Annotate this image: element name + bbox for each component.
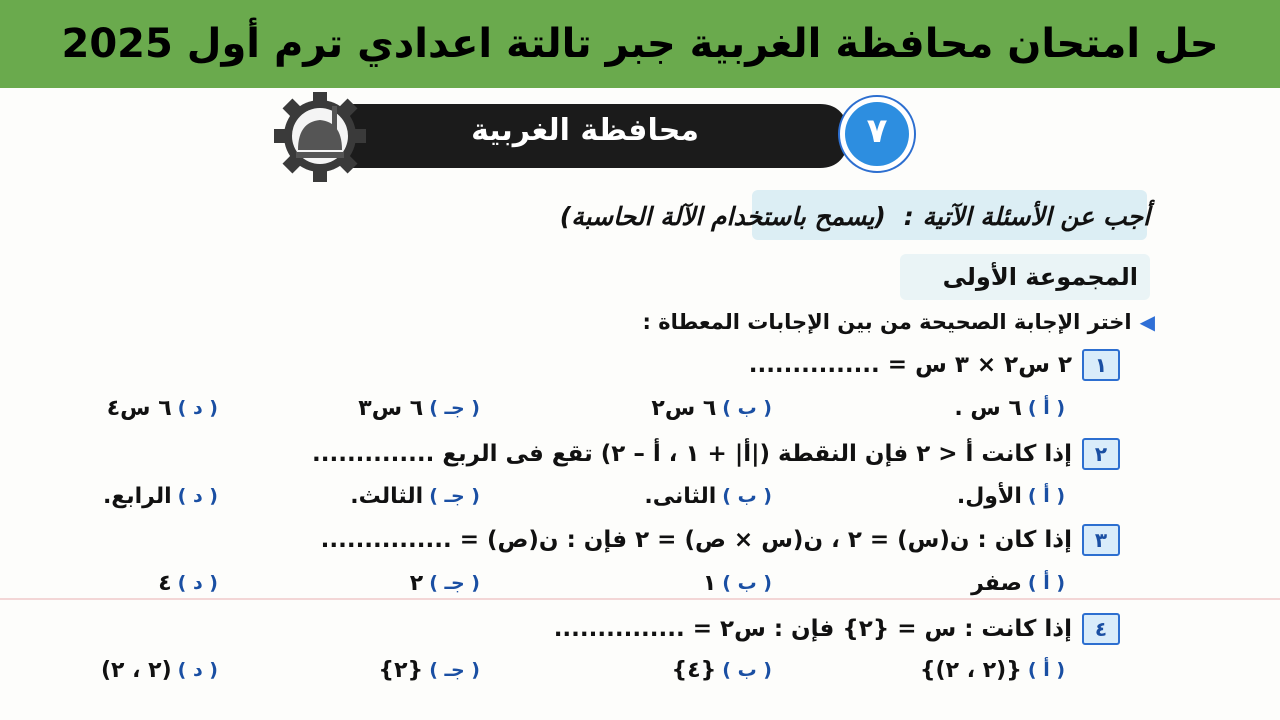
question-number: ٢ — [1082, 438, 1120, 470]
instructions-line — [560, 196, 1150, 236]
question-text: إذا كانت : س = {٢} فإن : س٢ = ............... — [553, 616, 1072, 642]
q2-option-c[interactable]: ( جـ ) الثالث. — [350, 483, 480, 509]
question-number: ٤ — [1082, 613, 1120, 645]
q3-option-d[interactable]: ( د ) ٤ — [158, 570, 218, 596]
q4-option-a[interactable]: ( أ ) {(٢ ، ٢)} — [919, 657, 1065, 683]
q3-option-b[interactable]: ( ب ) ١ — [702, 570, 772, 596]
q2-option-d[interactable]: ( د ) الرابع. — [102, 483, 218, 509]
question-4 — [554, 610, 1120, 648]
question-number: ٣ — [1082, 524, 1120, 556]
question-1 — [749, 346, 1120, 384]
q2-option-b[interactable]: ( ب ) الثانى. — [644, 483, 772, 509]
q4-option-d[interactable]: ( د ) (٢ ، ٢) — [100, 657, 218, 683]
section-prompt-line — [642, 304, 1155, 340]
section-divider — [0, 598, 1280, 600]
q4-option-b[interactable]: ( ب ) {٤} — [671, 657, 772, 683]
q1-option-b[interactable]: ( ب ) ٦ س٢ — [651, 395, 772, 421]
section-prompt: اختر الإجابة الصحيحة من بين الإجابات المعطاة : — [642, 310, 1132, 334]
question-text: ٢ س٢ × ٣ س = ............... — [748, 352, 1072, 378]
section-title: المجموعة الأولى — [942, 263, 1138, 291]
q1-option-a[interactable]: ( أ ) ٦ س . — [954, 395, 1065, 421]
q2-option-a[interactable]: ( أ ) الأول. — [956, 483, 1065, 509]
governorate-logo-icon — [274, 92, 366, 182]
instructions-main: أجب عن الأسئلة الآتية : — [903, 201, 1150, 231]
question-2 — [312, 435, 1120, 473]
governorate-label: محافظة الغربية — [471, 112, 699, 148]
instructions-note: (يسمح باستخدام الآلة الحاسبة) — [559, 201, 886, 231]
exam-number-badge: ٧ — [866, 111, 888, 151]
page-title: حل امتحان محافظة الغربية جبر تالتة اعدادي ترم أول 2025 — [61, 21, 1219, 67]
q3-option-c[interactable]: ( جـ ) ٢ — [409, 570, 480, 596]
title-bar — [0, 0, 1280, 88]
question-number: ١ — [1082, 349, 1120, 381]
triangle-left-icon: ◀ — [1139, 310, 1155, 334]
question-3 — [321, 521, 1120, 559]
q1-option-d[interactable]: ( د ) ٦ س٤ — [106, 395, 218, 421]
q3-option-a[interactable]: ( أ ) صفر — [971, 570, 1065, 596]
q1-option-c[interactable]: ( جـ ) ٦ س٣ — [358, 395, 480, 421]
question-text: إذا كانت أ < ٢ فإن النقطة (|أ| + ١ ، أ – ٢) تقع فى الربع .............. — [312, 441, 1072, 467]
question-text: إذا كان : ن(س) = ٢ ، ن(س × ص) = ٢ فإن : ن(ص) = ............... — [320, 527, 1072, 553]
q4-option-c[interactable]: ( جـ ) {٢} — [378, 657, 480, 683]
